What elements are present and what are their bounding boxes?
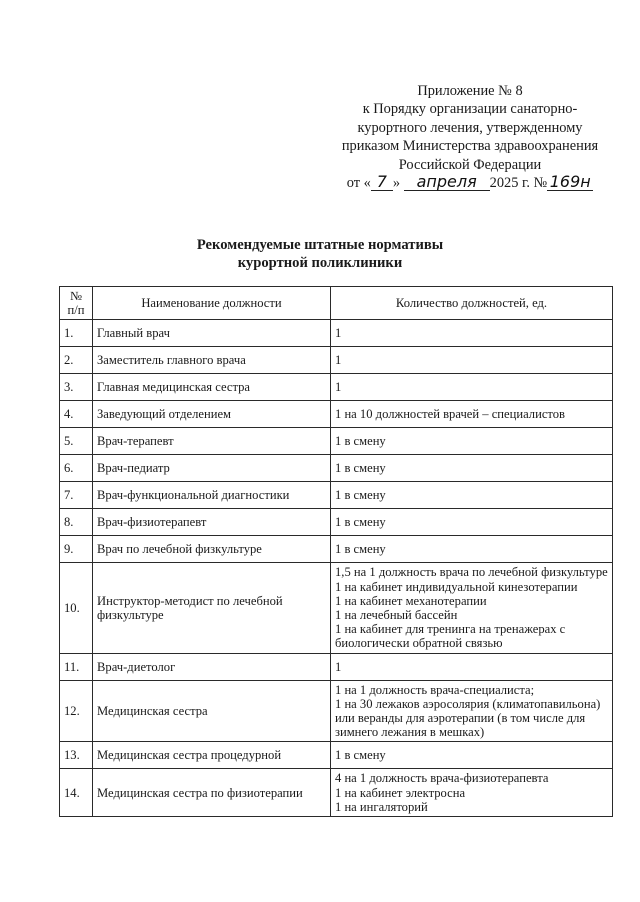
row-position: Медицинская сестра по физиотерапии [93,769,331,817]
quantity-line: 1 на 30 лежаков аэросолярия (климатопавильона) или веранды для аэротерапии (в том числе для зимнего лежания в мешках) [335,696,601,740]
row-position: Медицинская сестра [93,680,331,742]
row-quantity [331,347,613,374]
table-row [60,320,613,347]
appendix-header [320,82,620,192]
table-row [60,680,613,742]
date-prefix: от « [346,175,371,192]
quantity-line: 1 на лечебный бассейн [335,608,458,623]
appendix-line: курортного лечения, утвержденному [357,119,583,136]
quantity-line: 1 на кабинет механотерапии [335,593,487,608]
table-header-row [60,287,613,320]
quantity-line: 1 [335,353,342,368]
quantity-line: 1 [335,380,342,395]
handwritten-day: 7 [371,174,393,191]
quantity-line: 1 в смену [335,434,386,449]
row-number: 2. [60,347,93,374]
quantity-line: 1 в смену [335,515,386,530]
quantity-line: 1 на кабинет электросна [335,785,466,800]
row-position: Врач-физиотерапевт [93,509,331,536]
row-number: 4. [60,401,93,428]
row-quantity [331,401,613,428]
row-position: Врач по лечебной физкультуре [93,536,331,563]
table-row [60,455,613,482]
row-quantity [331,509,613,536]
row-number: 6. [60,455,93,482]
quantity-line: 1 на 1 должность врача-специалиста; [335,682,535,697]
quantity-line: 1 в смену [335,461,386,476]
table-row [60,374,613,401]
row-number: 11. [60,653,93,680]
row-position: Главная медицинская сестра [93,374,331,401]
header-position: Наименование должности [93,287,331,320]
appendix-line: к Порядку организации санаторно- [362,101,578,118]
table-row [60,401,613,428]
row-number: 12. [60,680,93,742]
table-row [60,769,613,817]
row-position: Заведующий отделением [93,401,331,428]
title-line-2: курортной поликлиники [237,255,403,271]
title-line-1: Рекомендуемые штатные нормативы [196,237,444,253]
quantity-line: 1 [335,659,342,674]
quantity-line: 1 на кабинет для тренинга на тренажерах с биологически обратной связью [335,622,566,651]
date-quote-close: » [392,175,401,192]
appendix-line: приказом Министерства здравоохранения [341,138,599,155]
row-quantity [331,563,613,653]
table-row [60,428,613,455]
row-quantity [331,680,613,742]
table-row [60,742,613,769]
row-number: 8. [60,509,93,536]
row-position: Врач-диетолог [93,653,331,680]
quantity-line: 4 на 1 должность врача-физиотерапевта [335,771,549,786]
row-number: 9. [60,536,93,563]
row-position: Врач-педиатр [93,455,331,482]
row-position: Главный врач [93,320,331,347]
row-quantity [331,455,613,482]
handwritten-order-number: 169н [547,174,593,191]
year-text: 2025 г. № [489,175,548,192]
header-number: № п/п [60,287,93,320]
row-quantity [331,374,613,401]
table-row [60,563,613,653]
row-number: 13. [60,742,93,769]
header-quantity: Количество должностей, ед. [331,287,613,320]
table-row [60,482,613,509]
row-position: Заместитель главного врача [93,347,331,374]
row-number: 5. [60,428,93,455]
document-title [100,236,540,272]
row-position: Инструктор-методист по лечебной физкультуре [93,563,331,653]
table-row [60,509,613,536]
row-number: 3. [60,374,93,401]
handwritten-month: апреля [404,174,490,191]
table-row [60,347,613,374]
row-quantity [331,653,613,680]
quantity-line: 1,5 на 1 должность врача по лечебной физкультуре [335,565,608,580]
appendix-line: Российской Федерации [398,156,542,173]
row-quantity [331,769,613,817]
quantity-line: 1 на ингаляторий [335,799,428,814]
row-number: 10. [60,563,93,653]
appendix-line: Приложение № 8 [417,83,523,99]
row-position: Врач-функциональной диагностики [93,482,331,509]
row-quantity [331,320,613,347]
row-quantity [331,482,613,509]
quantity-line: 1 на кабинет индивидуальной кинезотерапии [335,579,578,594]
order-date-line [320,174,620,192]
staffing-table [59,286,613,817]
quantity-line: 1 в смену [335,748,386,763]
row-quantity [331,742,613,769]
row-position: Медицинская сестра процедурной [93,742,331,769]
table-row [60,536,613,563]
row-position: Врач-терапевт [93,428,331,455]
row-number: 14. [60,769,93,817]
row-quantity [331,428,613,455]
table-row [60,653,613,680]
quantity-line: 1 в смену [335,488,386,503]
row-quantity [331,536,613,563]
quantity-line: 1 [335,326,342,341]
quantity-line: 1 на 10 должностей врачей – специалистов [335,407,565,422]
row-number: 7. [60,482,93,509]
row-number: 1. [60,320,93,347]
quantity-line: 1 в смену [335,542,386,557]
